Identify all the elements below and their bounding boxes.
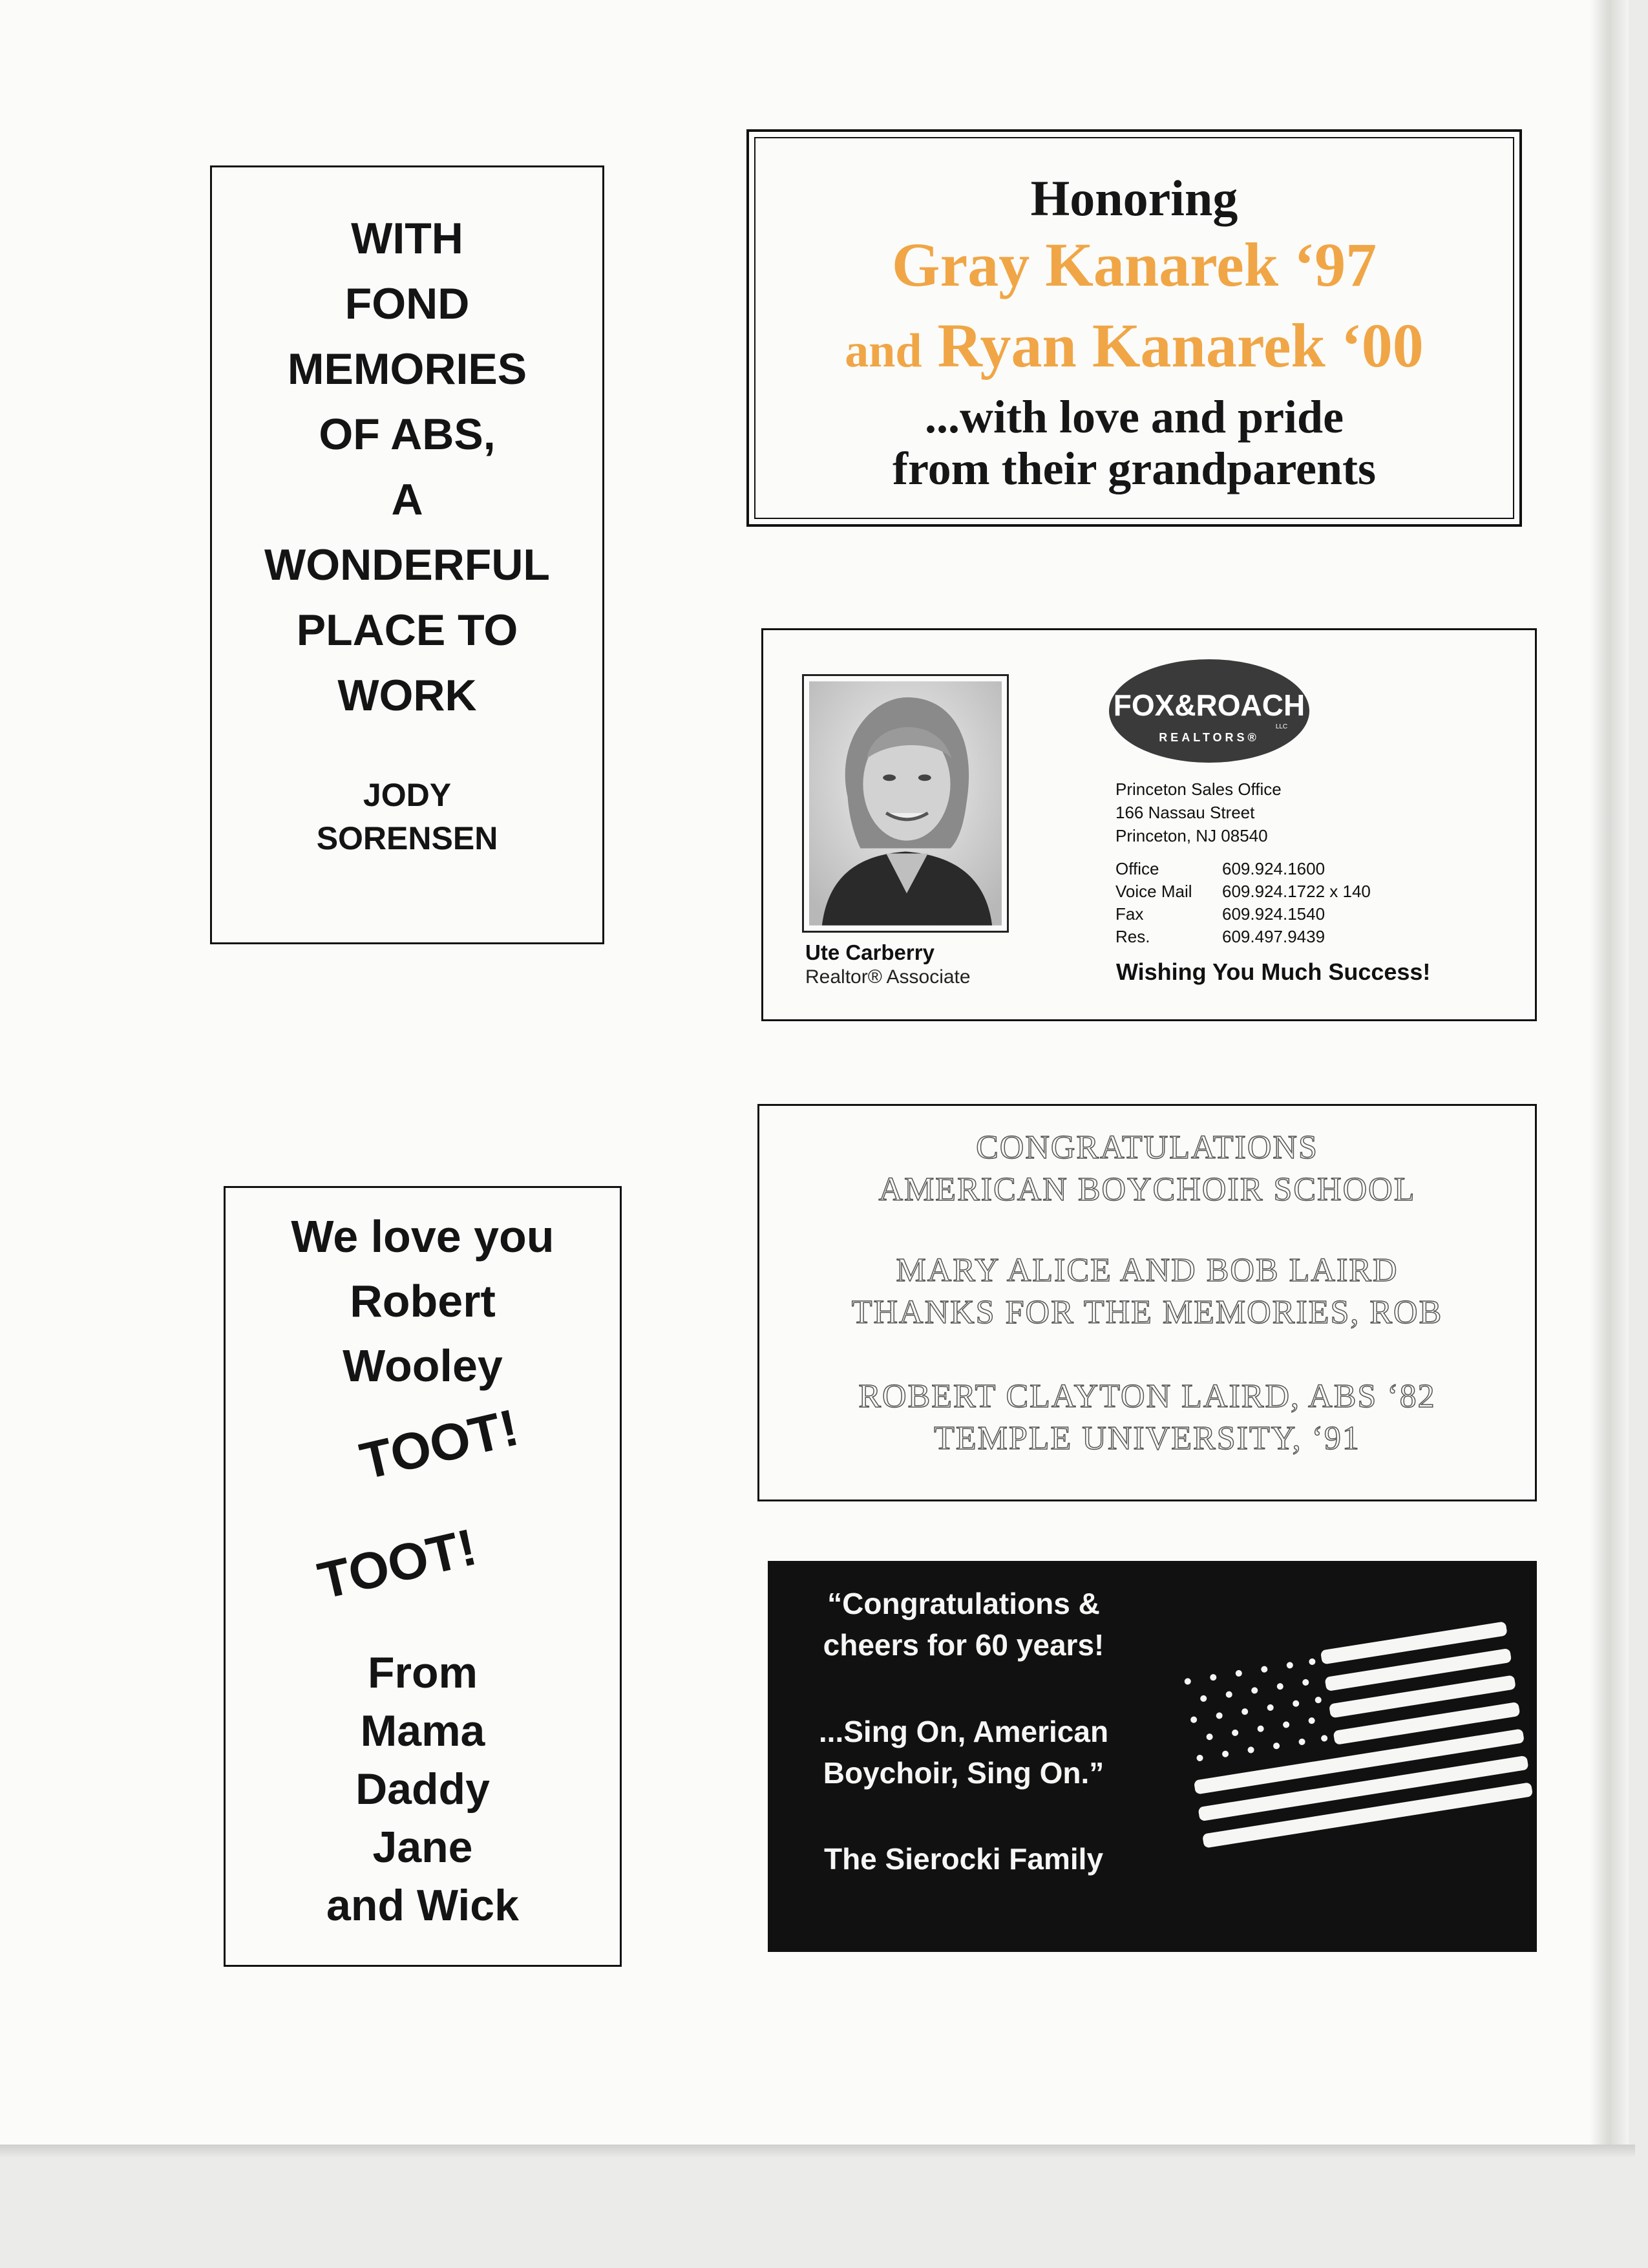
quote-line-3: ...Sing On, American xyxy=(818,1715,1109,1748)
phone-row xyxy=(1115,880,1371,903)
logo-llc-text: LLC xyxy=(1275,723,1288,730)
phone-label: Voice Mail xyxy=(1115,882,1192,901)
phone-value: 609.924.1540 xyxy=(1222,904,1326,924)
dedication-line-1: ...with love and pride xyxy=(924,391,1344,443)
logo-main-text: FOX&ROACH xyxy=(1113,688,1305,722)
honoree-ryan-name: Ryan Kanarek ‘00 xyxy=(937,311,1424,380)
and-word: and xyxy=(845,324,922,377)
ad-sierocki xyxy=(768,1561,1537,1952)
tagline: Wishing You Much Success! xyxy=(1116,959,1431,985)
logo-oval-icon xyxy=(1106,656,1313,766)
honoring-heading: Honoring xyxy=(1030,170,1238,226)
page-bottom-edge xyxy=(0,2145,1635,2157)
page-edge xyxy=(1590,0,1629,2152)
quote-line-4: Boychoir, Sing On.” xyxy=(823,1756,1104,1790)
office-name: Princeton Sales Office xyxy=(1115,779,1282,799)
engraved-line: AMERICAN BOYCHOIR SCHOOL xyxy=(878,1171,1416,1208)
engraved-line: ROBERT CLAYTON LAIRD, ABS ‘82 xyxy=(858,1378,1436,1415)
ad-realtor xyxy=(761,628,1537,1021)
name-last: Wooley xyxy=(343,1341,503,1391)
fox-roach-logo xyxy=(1106,656,1313,766)
phone-label: Res. xyxy=(1115,927,1150,946)
from-signature: From Mama Daddy Jane and Wick xyxy=(326,1648,519,1930)
name-first: Robert xyxy=(350,1276,496,1326)
ad-signature: JODY SORENSEN xyxy=(316,777,498,856)
office-address xyxy=(1115,778,1282,847)
american-flag-icon xyxy=(1170,1621,1532,1867)
dedication-line-2: from their grandparents xyxy=(893,443,1376,494)
love-line: We love you xyxy=(291,1211,555,1262)
agent-photo xyxy=(802,674,1009,933)
engraved-line: THANKS FOR THE MEMORIES, ROB xyxy=(851,1294,1443,1331)
engraved-line: TEMPLE UNIVERSITY, ‘91 xyxy=(934,1420,1360,1457)
phone-value: 609.497.9439 xyxy=(1222,927,1326,946)
phone-list xyxy=(1115,858,1371,948)
quote-line-2: cheers for 60 years! xyxy=(823,1628,1104,1662)
engraved-line: MARY ALICE AND BOB LAIRD xyxy=(896,1252,1399,1289)
phone-value: 609.924.1600 xyxy=(1222,859,1326,878)
toot-2: TOOT! xyxy=(313,1518,482,1610)
phone-row xyxy=(1115,926,1371,948)
engraved-line: CONGRATULATIONS xyxy=(976,1129,1318,1166)
ad-jody-sorensen xyxy=(210,165,604,944)
toot-1: TOOT! xyxy=(355,1398,524,1490)
ad-kanarek xyxy=(746,129,1522,527)
phone-label: Office xyxy=(1115,859,1159,878)
family-signature: The Sierocki Family xyxy=(823,1842,1104,1876)
phone-label: Fax xyxy=(1115,904,1144,924)
honoree-gray: Gray Kanarek ‘97 xyxy=(891,230,1377,299)
honoree-ryan xyxy=(755,310,1513,381)
office-city: Princeton, NJ 08540 xyxy=(1115,826,1268,845)
agent-title: Realtor® Associate xyxy=(805,966,971,988)
phone-value: 609.924.1722 x 140 xyxy=(1222,882,1371,901)
ad-message: WITH FOND MEMORIES OF ABS, A WONDERFUL PLACE TO WORK xyxy=(264,214,550,720)
logo-sub-text: REALTORS® xyxy=(1159,731,1260,744)
ad-laird xyxy=(757,1104,1537,1501)
quote-line-1: “Congratulations & xyxy=(827,1587,1100,1620)
phone-row xyxy=(1115,858,1371,880)
office-street: 166 Nassau Street xyxy=(1115,803,1255,822)
ad-wooley xyxy=(224,1186,622,1967)
phone-row xyxy=(1115,903,1371,926)
ad-inner-border xyxy=(754,137,1514,519)
agent-name: Ute Carberry xyxy=(805,940,935,964)
portrait-image xyxy=(809,681,1002,926)
